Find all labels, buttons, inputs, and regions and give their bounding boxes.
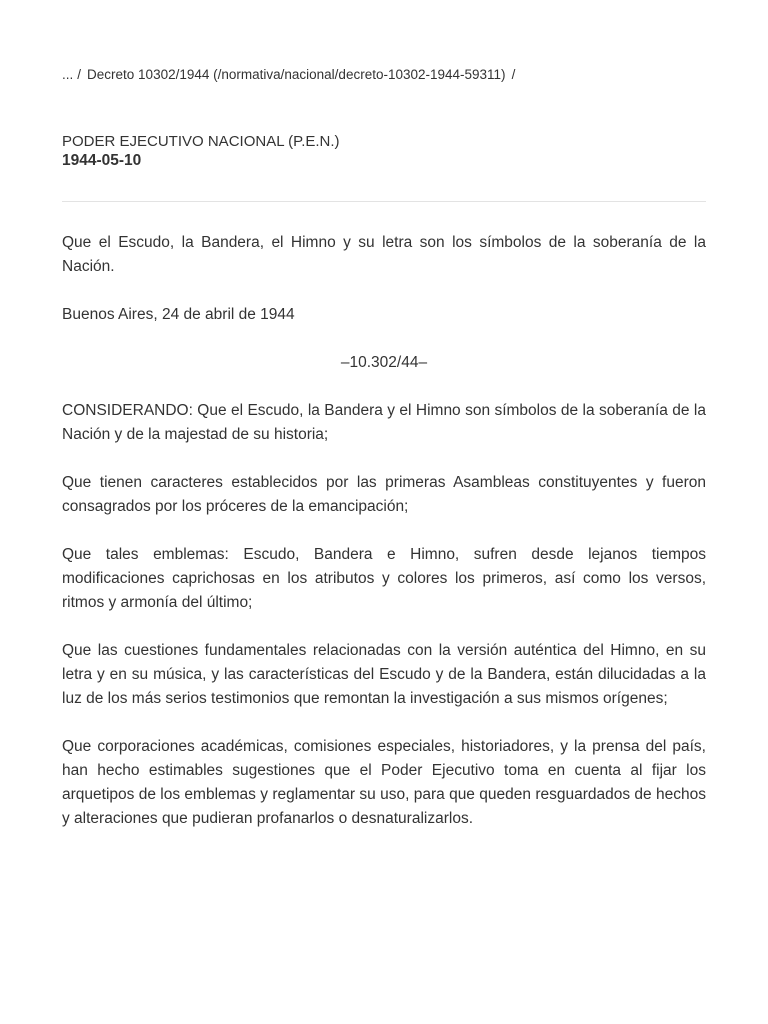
- considerando-paragraph: Que tienen caracteres establecidos por las primeras Asambleas constituyentes y fueron consagrados por los próceres de la emancipación;: [62, 474, 706, 515]
- considerando-paragraph: CONSIDERANDO: Que el Escudo, la Bandera y el Himno son símbolos de la soberanía de la Nación y de la majestad de su historia;: [62, 402, 706, 443]
- considerando-paragraph: Que tales emblemas: Escudo, Bandera e Himno, sufren desde lejanos tiempos modificaciones caprichosas en los atributos y colores los primeros, así como los versos, ritmos y armonía del último;: [62, 546, 706, 611]
- publication-date: 1944-05-10: [62, 152, 142, 169]
- issuer-label: PODER EJECUTIVO NACIONAL (P.E.N.): [62, 133, 340, 150]
- summary-paragraph: Que el Escudo, la Bandera, el Himno y su letra son los símbolos de la soberanía de la Nación.: [62, 234, 706, 275]
- breadcrumb-separator: /: [511, 67, 516, 82]
- breadcrumb-separator: /: [77, 67, 82, 82]
- considerando-paragraph: Que corporaciones académicas, comisiones especiales, historiadores, y la prensa del país, han hecho estimables sugestiones que el Poder Ejecutivo toma en cuenta al fijar los arquetipos de los emblemas y reglamentar su uso, para que queden resguardados de hechos y alteraciones que pudieran profanarlos o desnaturalizarlos.: [62, 738, 706, 827]
- breadcrumb-decree-link[interactable]: Decreto 10302/1944 (/normativa/nacional/decreto-10302-1944-59311): [87, 67, 506, 82]
- divider: [62, 201, 706, 202]
- considerando-paragraph: Que las cuestiones fundamentales relacionadas con la versión auténtica del Himno, en su letra y en su música, y las características del Escudo y de la Bandera, están dilucidadas a la luz de los más serios testimonios que remontan la investigación a sus mismos orígenes;: [62, 642, 706, 707]
- breadcrumb: [62, 67, 706, 82]
- place-date-paragraph: Buenos Aires, 24 de abril de 1944: [62, 306, 295, 323]
- document-header: [62, 132, 706, 171]
- document-body: [62, 231, 706, 855]
- breadcrumb-ellipsis-link[interactable]: ...: [62, 67, 74, 82]
- decree-number: –10.302/44–: [340, 354, 428, 371]
